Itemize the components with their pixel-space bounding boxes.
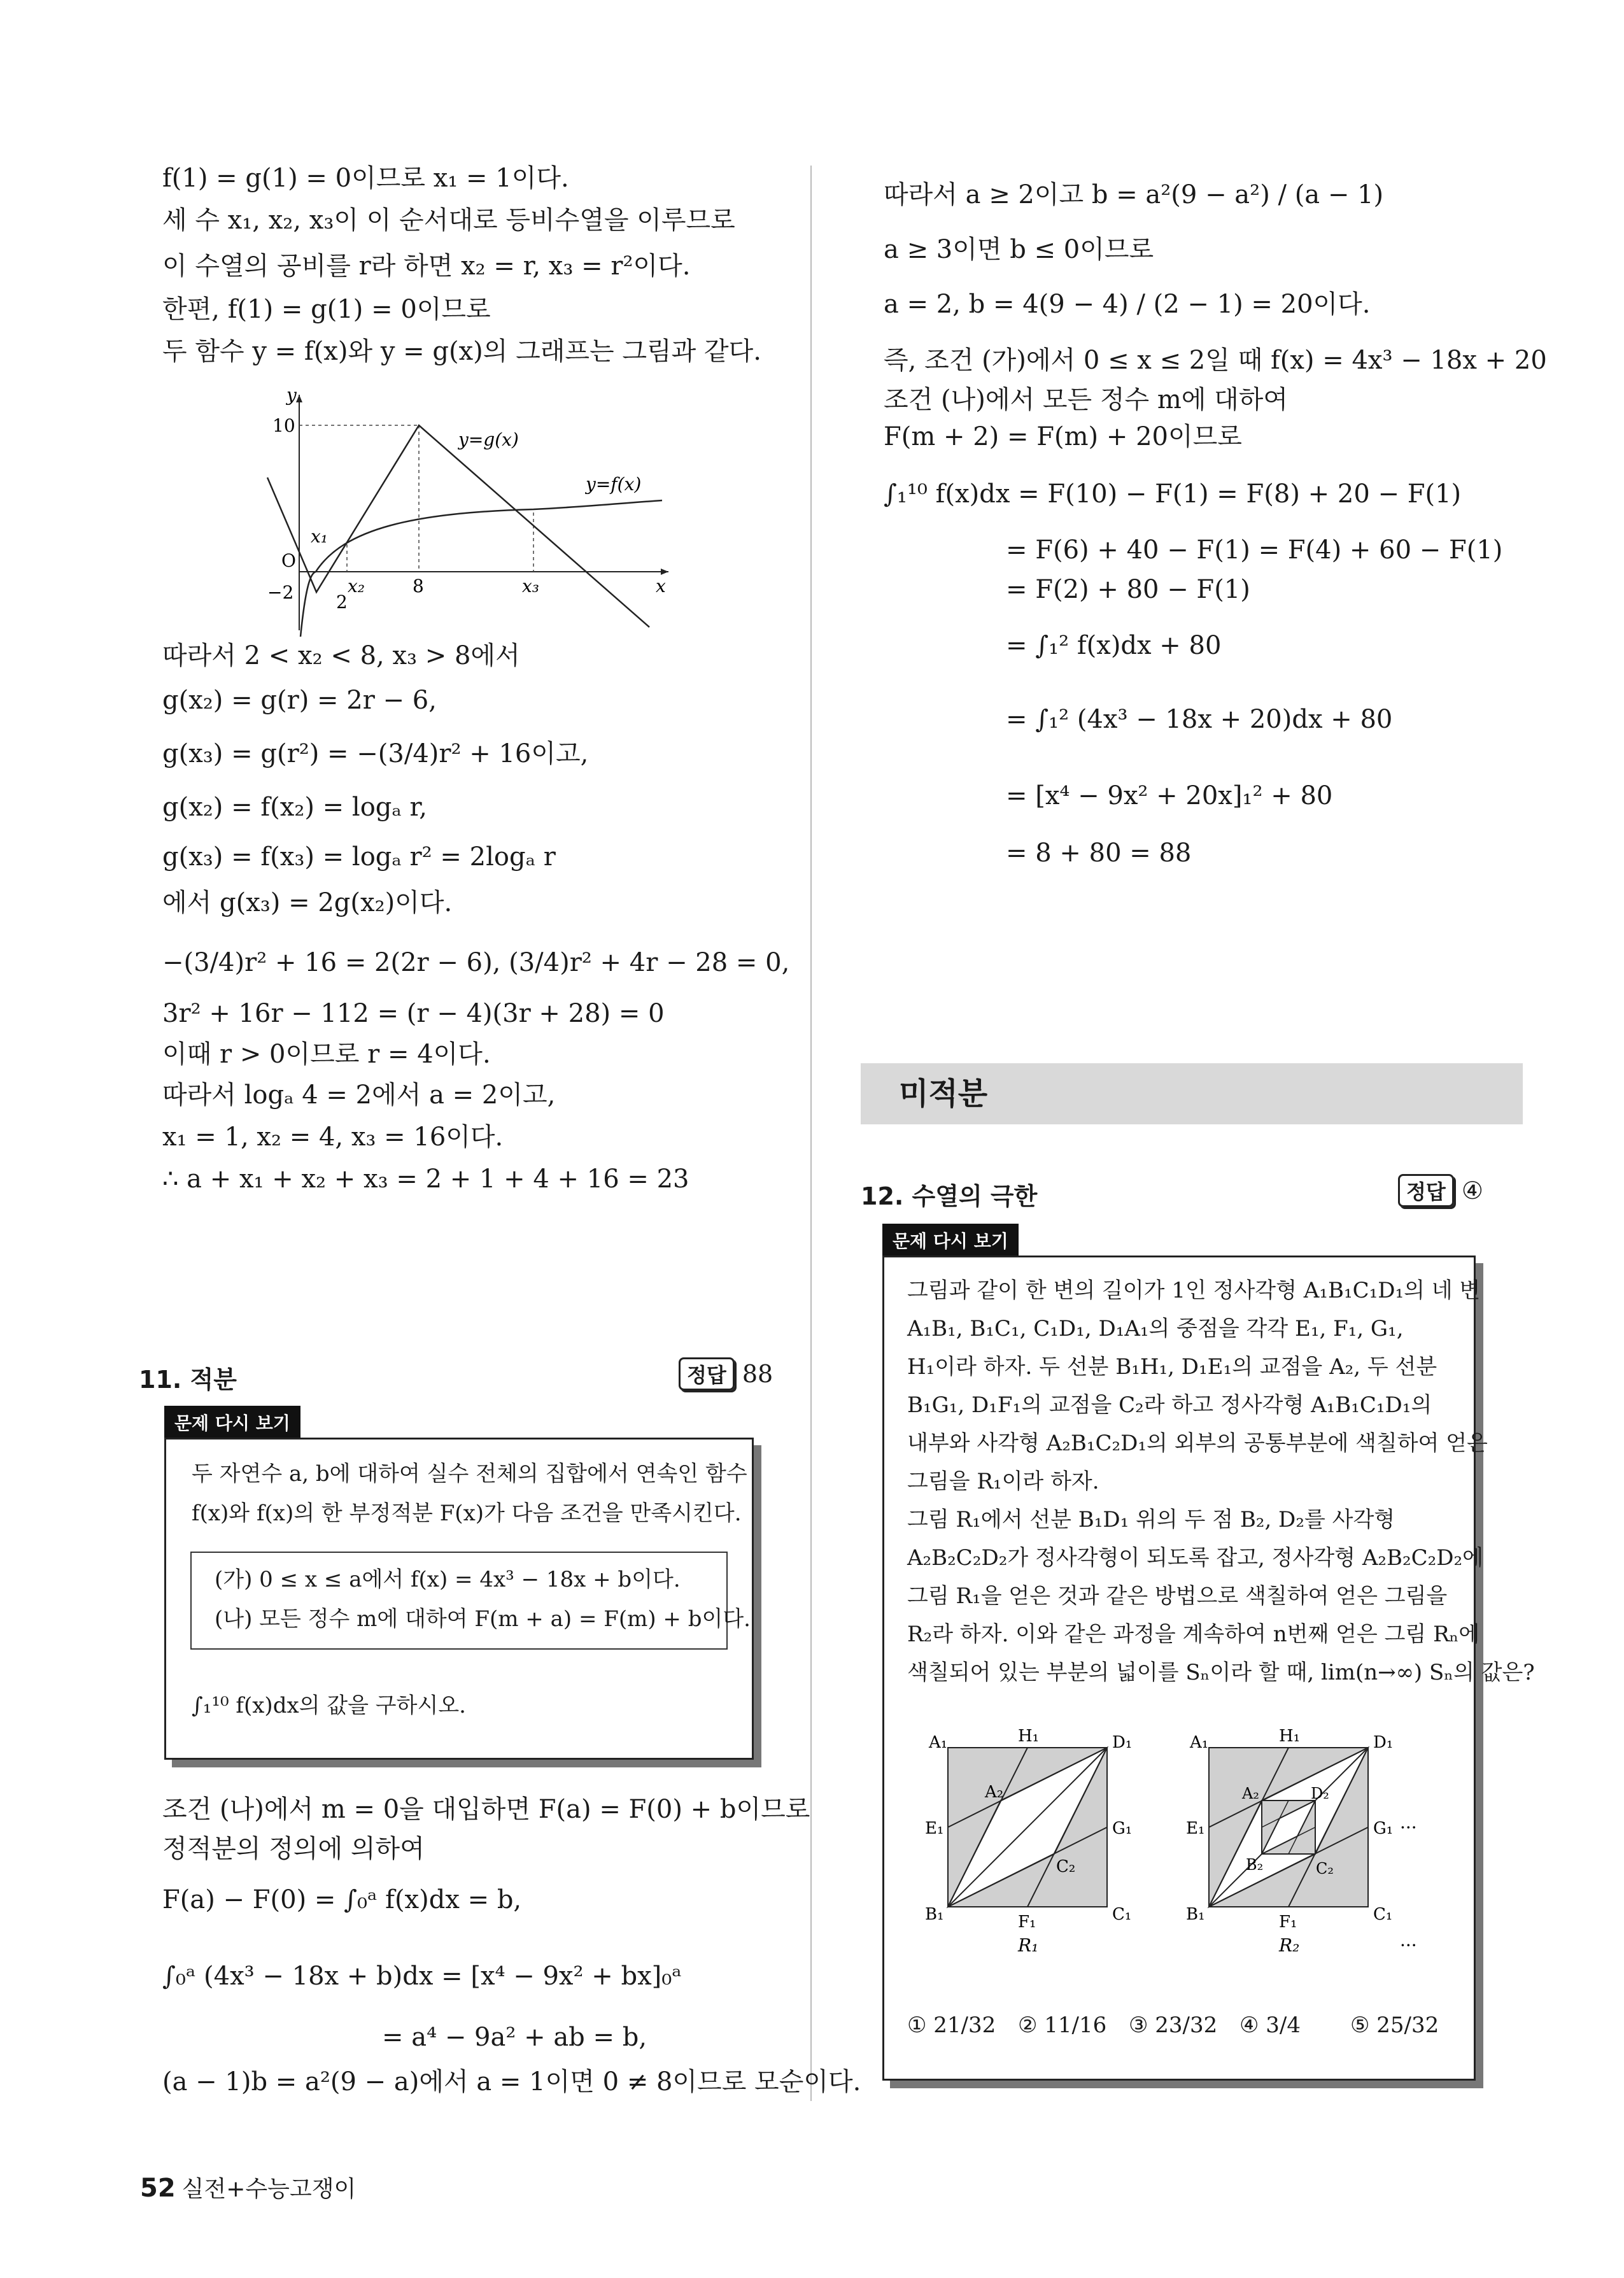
q11-answer-tag: 정답: [679, 1357, 735, 1390]
q12-text-4: B₁G₁, D₁F₁의 교점을 C₂라 하고 정사각형 A₁B₁C₁D₁의: [907, 1392, 1432, 1418]
right-line-2: a ≥ 3이면 b ≤ 0이므로: [884, 235, 1154, 264]
left-line-10: g(x₃) = f(x₃) = logₐ r² = 2logₐ r: [162, 842, 556, 872]
r2-label-g1: G₁: [1373, 1819, 1394, 1838]
r2-dots-bottom: ···: [1400, 1935, 1417, 1956]
q11-sol-4: ∫₀ᵃ (4x³ − 18x + b)dx = [x⁴ − 9x² + bx]₀ᵃ: [162, 1962, 682, 1991]
q11-answer: [679, 1357, 773, 1390]
r2-label-d2: D₂: [1311, 1785, 1329, 1802]
q12-text-5: 내부와 사각형 A₂B₁C₂D₁의 외부의 공통부분에 색칠하여 얻은: [907, 1431, 1488, 1456]
book-title: 실전+수능고쟁이: [181, 2176, 357, 2202]
left-line-4: 한편, f(1) = g(1) = 0이므로: [162, 295, 491, 324]
right-line-8: = F(6) + 40 − F(1) = F(4) + 60 − F(1): [1006, 535, 1503, 565]
r2-dots-mid: ···: [1400, 1817, 1417, 1838]
right-line-9: = F(2) + 80 − F(1): [1006, 575, 1250, 604]
graph-tick-neg2: −2: [267, 582, 294, 603]
q12-text-9: 그림 R₁을 얻은 것과 같은 방법으로 색칠하여 얻은 그림을: [907, 1583, 1448, 1609]
graph-x1: x₁: [311, 526, 328, 547]
r1-caption: R₁: [1018, 1935, 1039, 1956]
q12-answer-tag: 정답: [1398, 1174, 1454, 1207]
graph-tick-8: 8: [413, 576, 424, 597]
column-divider: [810, 166, 812, 2101]
q12-text-8: A₂B₂C₂D₂가 정사각형이 되도록 잡고, 정사각형 A₂B₂C₂D₂에: [907, 1545, 1484, 1571]
section-title: 미적분: [861, 1063, 1523, 1124]
r1-label-c1: C₁: [1112, 1905, 1132, 1924]
q12-text-6: 그림을 R₁이라 하자.: [907, 1469, 1099, 1494]
left-line-9: g(x₂) = f(x₂) = logₐ r,: [162, 793, 427, 822]
q11-problem-box: [164, 1438, 754, 1760]
right-line-11: = ∫₁² (4x³ − 18x + 20)dx + 80: [1006, 705, 1393, 734]
q11-sol-5: = a⁴ − 9a² + ab = b,: [382, 2023, 647, 2052]
right-line-12: = [x⁴ − 9x² + 20x]₁² + 80: [1006, 781, 1333, 810]
function-graph: [255, 382, 688, 637]
right-line-6: F(m + 2) = F(m) + 20이므로: [884, 422, 1242, 451]
q12-text-7: 그림 R₁에서 선분 B₁D₁ 위의 두 점 B₂, D₂를 사각형: [907, 1507, 1395, 1532]
right-line-13: = 8 + 80 = 88: [1006, 838, 1192, 868]
q11-review-tab: 문제 다시 보기: [164, 1406, 300, 1439]
q11-title: 11. 적분: [139, 1366, 237, 1394]
left-line-12: −(3/4)r² + 16 = 2(2r − 6), (3/4)r² + 4r − 28 = 0,: [162, 948, 790, 977]
left-line-16: x₁ = 1, x₂ = 4, x₃ = 16이다.: [162, 1122, 504, 1152]
graph-tick-2: 2: [336, 591, 348, 612]
r2-label-d1: D₁: [1373, 1733, 1394, 1752]
left-line-6: 따라서 2 < x₂ < 8, x₃ > 8에서: [162, 641, 520, 670]
r1-label-f1: F₁: [1018, 1913, 1036, 1932]
r1-label-a1: A₁: [929, 1733, 948, 1752]
left-line-1: f(1) = g(1) = 0이므로 x₁ = 1이다.: [162, 164, 569, 193]
figure-r2: [1186, 1729, 1417, 1956]
right-line-1: 따라서 a ≥ 2이고 b = a²(9 − a²) / (a − 1): [884, 180, 1384, 209]
q12-review-tab: 문제 다시 보기: [882, 1224, 1019, 1257]
left-line-17: ∴ a + x₁ + x₂ + x₃ = 2 + 1 + 4 + 16 = 23: [162, 1164, 689, 1194]
r2-label-a2: A₂: [1242, 1785, 1259, 1802]
r1-label-d1: D₁: [1112, 1733, 1133, 1752]
square-figure: [922, 1729, 1444, 1970]
r1-label-h1: H₁: [1018, 1729, 1040, 1746]
graph-origin: O: [281, 550, 296, 571]
left-line-13: 3r² + 16r − 112 = (r − 4)(3r + 28) = 0: [162, 999, 665, 1028]
q12-text-1: 그림과 같이 한 변의 길이가 1인 정사각형 A₁B₁C₁D₁의 네 변: [907, 1278, 1481, 1303]
r2-caption: R₂: [1279, 1935, 1300, 1956]
left-line-2: 세 수 x₁, x₂, x₃이 이 순서대로 등비수열을 이루므로: [162, 206, 735, 235]
choice-3[interactable]: ③ 23/32: [1129, 2013, 1218, 2038]
choice-5[interactable]: ⑤ 25/32: [1350, 2013, 1439, 2038]
r2-label-c2: C₂: [1316, 1860, 1334, 1878]
graph-x3: x₃: [522, 576, 540, 597]
graph-g-label: y=g(x): [458, 429, 519, 450]
q12-title: 12. 수열의 극한: [861, 1182, 1038, 1210]
q12-text-2: A₁B₁, B₁C₁, C₁D₁, D₁A₁의 중점을 각각 E₁, F₁, G₁,: [907, 1316, 1404, 1341]
q11-text-2: f(x)와 f(x)의 한 부정적분 F(x)가 다음 조건을 만족시킨다.: [192, 1501, 742, 1526]
right-line-5: 조건 (나)에서 모든 정수 m에 대하여: [884, 385, 1289, 414]
left-line-11: 에서 g(x₃) = 2g(x₂)이다.: [162, 888, 453, 917]
left-line-3: 이 수열의 공비를 r라 하면 x₂ = r, x₃ = r²이다.: [162, 251, 691, 281]
r2-label-b1: B₁: [1186, 1905, 1205, 1924]
r2-label-a1: A₁: [1190, 1733, 1209, 1752]
q11-answer-value: 88: [742, 1360, 773, 1388]
r2-label-e1: E₁: [1186, 1819, 1205, 1838]
q12-text-10: R₂라 하자. 이와 같은 과정을 계속하여 n번째 얻은 그림 Rₙ에: [907, 1622, 1480, 1647]
left-line-7: g(x₂) = g(r) = 2r − 6,: [162, 686, 437, 715]
right-line-3: a = 2, b = 4(9 − 4) / (2 − 1) = 20이다.: [884, 290, 1371, 319]
q11-condition-1: (가) 0 ≤ x ≤ a에서 f(x) = 4x³ − 18x + b이다.: [215, 1567, 681, 1592]
r1-label-g1: G₁: [1112, 1819, 1133, 1838]
left-line-8: g(x₃) = g(r²) = −(3/4)r² + 16이고,: [162, 739, 589, 768]
r2-label-h1: H₁: [1279, 1729, 1301, 1746]
left-line-5: 두 함수 y = f(x)와 y = g(x)의 그래프는 그림과 같다.: [162, 337, 761, 366]
page-number: 52: [140, 2174, 176, 2203]
q11-sol-2: 정적분의 정의에 의하여: [162, 1834, 425, 1864]
r2-label-c1: C₁: [1373, 1905, 1393, 1924]
r1-label-b1: B₁: [925, 1905, 944, 1924]
q12-text-11: 색칠되어 있는 부분의 넓이를 Sₙ이라 할 때, lim(n→∞) Sₙ의 값은?: [907, 1660, 1535, 1685]
r1-label-e1: E₁: [925, 1819, 944, 1838]
graph-tick-10: 10: [272, 415, 295, 436]
page-footer: [140, 2171, 356, 2204]
q11-sol-3: F(a) − F(0) = ∫₀ᵃ f(x)dx = b,: [162, 1885, 522, 1914]
r1-label-c2: C₂: [1056, 1857, 1076, 1876]
q11-sol-6: (a − 1)b = a²(9 − a)에서 a = 1이면 0 ≠ 8이므로 모순이다.: [162, 2067, 861, 2097]
right-line-7: ∫₁¹⁰ f(x)dx = F(10) − F(1) = F(8) + 20 − F(1): [884, 479, 1462, 509]
q12-answer: [1398, 1174, 1483, 1207]
r2-label-b2: B₂: [1246, 1856, 1264, 1874]
q11-condition-box: [190, 1552, 751, 1650]
q12-text-3: H₁이라 하자. 두 선분 B₁H₁, D₁E₁의 교점을 A₂, 두 선분: [907, 1354, 1437, 1380]
choice-4[interactable]: ④ 3/4: [1239, 2013, 1301, 2038]
r2-label-f1: F₁: [1279, 1913, 1297, 1932]
figure-r1: [925, 1729, 1132, 1956]
q11-sol-1: 조건 (나)에서 m = 0을 대입하면 F(a) = F(0) + b이므로: [162, 1795, 810, 1824]
left-line-14: 이때 r > 0이므로 r = 4이다.: [162, 1040, 491, 1069]
left-line-15: 따라서 logₐ 4 = 2에서 a = 2이고,: [162, 1080, 556, 1110]
r1-label-a2: A₂: [985, 1783, 1004, 1802]
choice-1[interactable]: ① 21/32: [907, 2013, 996, 2038]
q11-text-1: 두 자연수 a, b에 대하여 실수 전체의 집합에서 연속인 함수: [192, 1461, 747, 1487]
right-line-10: = ∫₁² f(x)dx + 80: [1006, 631, 1222, 660]
right-line-4: 즉, 조건 (가)에서 0 ≤ x ≤ 2일 때 f(x) = 4x³ − 18x + 20: [884, 346, 1547, 375]
graph-f-label: y=f(x): [586, 474, 642, 495]
q11-condition-2: (나) 모든 정수 m에 대하여 F(m + a) = F(m) + b이다.: [215, 1606, 751, 1632]
q12-answer-value: ④: [1461, 1177, 1483, 1205]
graph-y-label: y: [286, 385, 297, 406]
q12-problem-box: [882, 1256, 1535, 2081]
graph-x-label: x: [656, 576, 666, 597]
choice-2[interactable]: ② 11/16: [1018, 2013, 1107, 2038]
graph-x2: x₂: [348, 576, 365, 597]
q11-ask: ∫₁¹⁰ f(x)dx의 값을 구하시오.: [192, 1693, 466, 1718]
